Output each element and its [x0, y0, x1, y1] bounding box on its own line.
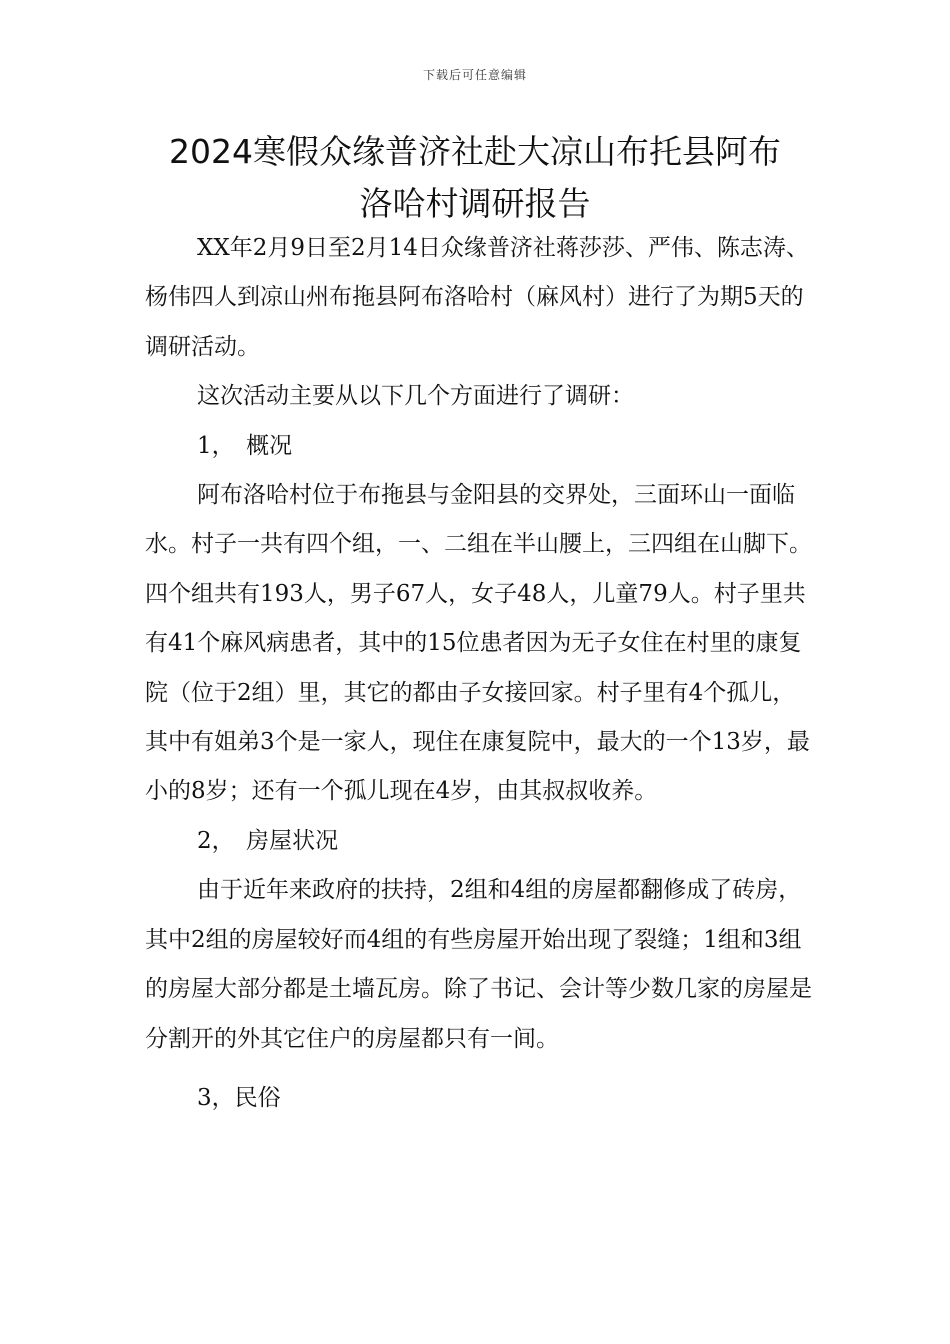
section-heading-housing: 2， 房屋状况 — [197, 827, 339, 854]
paragraph-intro: XX年2月9日至2月14日众缘普济社蒋莎莎、严伟、陈志涛、杨伟四人到凉山州布拖县阿布洛哈村（麻风村）进行了为期5天的调研活动。 — [145, 235, 809, 360]
header-note: 下载后可任意编辑 — [422, 68, 527, 82]
section-heading-customs: 3，民俗 — [197, 1084, 281, 1111]
document-title — [140, 126, 810, 230]
paragraph-housing: 由于近年来政府的扶持，2组和4组的房屋都翻修成了砖房，其中2组的房屋较好而4组的有些房屋开始出现了裂缝；1组和3组的房屋大部分都是土墙瓦房。除了书记、会计等少数几家的房屋是分割开的外其它住户的房屋都只有一间。 — [145, 877, 812, 1052]
title-line-1: 2024寒假众缘普济社赴大凉山布托县阿布 — [169, 132, 781, 171]
title-line-2: 洛哈村调研报告 — [359, 184, 591, 223]
paragraph-overview: 阿布洛哈村位于布拖县与金阳县的交界处，三面环山一面临水。村子一共有四个组，一、二组在半山腰上，三四组在山脚下。四个组共有193人，男子67人，女子48人，儿童79人。村子里共有41个麻风病患者，其中的15位患者因为无子女住在村里的康复院（位于2组）里，其它的都由子女接回家。村子里有4个孤儿，其中有姐弟3个是一家人，现住在康复院中，最大的一个13岁，最小的8岁；还有一个孤儿现在4岁，由其叔叔收养。 — [145, 482, 812, 805]
document-body — [145, 224, 815, 1123]
section-heading-overview: 1， 概况 — [197, 432, 293, 459]
paragraph-scope: 这次活动主要从以下几个方面进行了调研： — [197, 383, 634, 410]
